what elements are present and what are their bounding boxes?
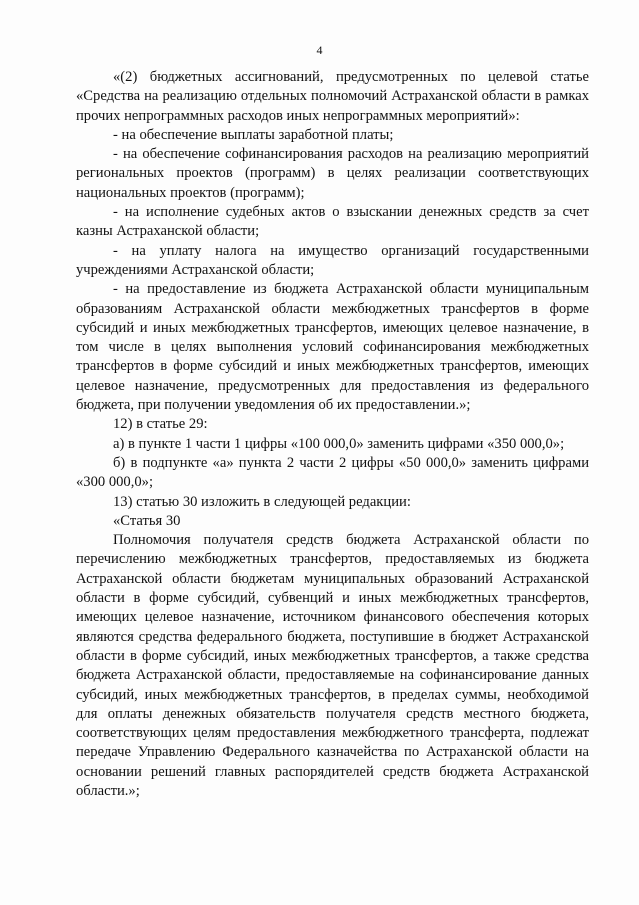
paragraph-article-29: 12) в статье 29: [113, 416, 208, 433]
subitem-b: б) в подпункте «а» пункта 2 части 2 цифры «50 000,0» заменить цифрами «300 000,0»; [76, 454, 589, 491]
paragraph-budget-allocations: «(2) бюджетных ассигнований, предусмотренных по целевой статье «Средства на реализацию отдельных полномочий Астраханской области в рамках прочих непрограммных расходов иных непрограммных мероприятий»: [76, 69, 589, 124]
list-item-court-acts: - на исполнение судебных актов о взыскании денежных средств за счет казны Астраханской области; [76, 204, 589, 240]
paragraph-article-30-intro: 13) статью 30 изложить в следующей редакции: [113, 493, 411, 510]
list-item-cofinancing: - на обеспечение софинансирования расходов на реализацию мероприятий региональных проектов (программ) в целях реализации соответствующих национальных проектов (программ); [76, 146, 589, 201]
article-30-heading: «Статья 30 [113, 512, 181, 529]
list-item-salary: - на обеспечение выплаты заработной платы; [113, 126, 394, 143]
page-number: 4 [316, 43, 323, 57]
document-body [76, 68, 589, 801]
list-item-property-tax: - на уплату налога на имущество организаций государственными учреждениями Астраханской области; [76, 242, 589, 278]
list-item-interbudget-transfers: - на предоставление из бюджета Астраханской области муниципальным образованиям Астраханской области межбюджетных трансфертов в форме субсидий и иных межбюджетных трансфертов, имеющих целевое назначение, в том числе в целях выполнения условий софинансирования межбюджетных трансфертов в форме субсидий и иных межбюджетных трансфертов, имеющих целевое назначение, предусмотренных для предоставления из федерального бюджета, при получении уведомления об их предоставлении.»; [76, 281, 589, 414]
article-30-text: Полномочия получателя средств бюджета Астраханской области по перечислению межбюджетных трансфертов, предоставляемых из бюджета Астраханской области бюджетам муниципальных образований Астраханской области в форме субсидий, субвенций и иных межбюджетных трансфертов, имеющих целевое назначение, источником финансового обеспечения которых являются средства федерального бюджета, поступившие в бюджет Астраханской области в форме субсидий, иных межбюджетных трансфертов, а также средства бюджета Астраханской области, предоставляемые на софинансирование данных субсидий, иных межбюджетных трансфертов, в пределах суммы, необходимой для оплаты денежных обязательств получателя средств местного бюджета, соответствующих целям предоставления межбюджетного трансферта, подлежат передаче Управлению Федерального казначейства по Астраханской области на основании решений главных распорядителей средств бюджета Астраханской области.»; [76, 532, 589, 799]
subitem-a: а) в пункте 1 части 1 цифры «100 000,0» заменить цифрами «350 000,0»; [113, 435, 565, 452]
